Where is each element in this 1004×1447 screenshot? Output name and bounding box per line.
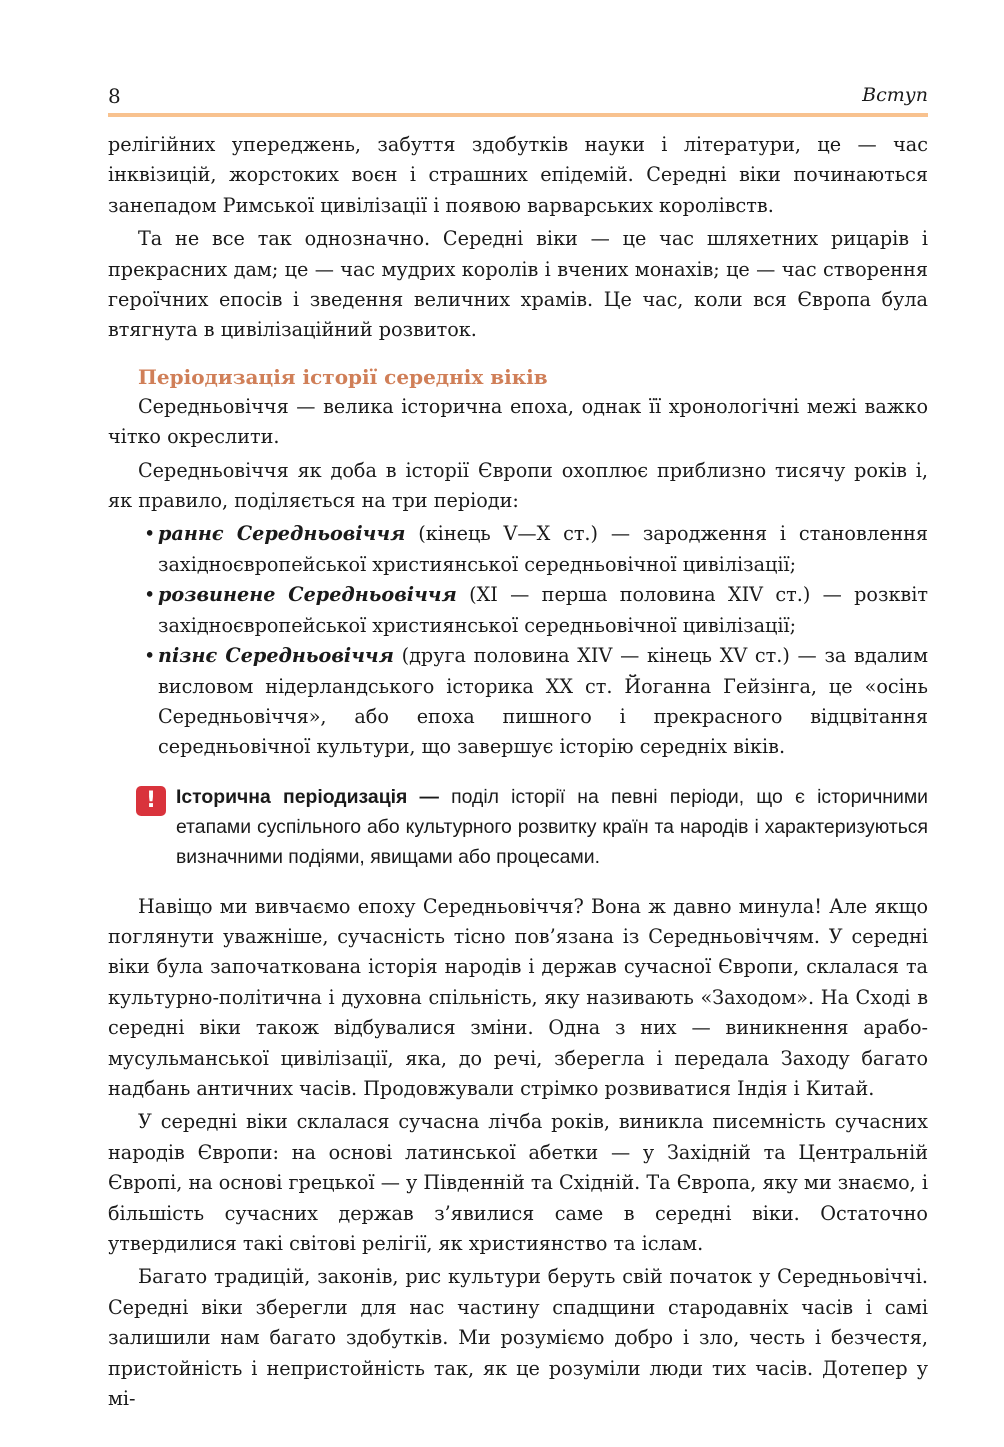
bullet-icon: • [144,644,156,668]
bullet-icon: • [144,522,156,546]
definition-body: поділ історії на певні періоди, що є історичними етапами суспільного або культурного розвитку країн та народів і характеризуються визначними подіями, явищами або процесами. [176,786,928,869]
list-item [108,580,928,641]
section-title: Вступ [862,84,928,106]
section-heading: Періодизація історії середніх віків [138,364,548,389]
period-term: раннє Середньовіччя [158,522,406,546]
page-header [108,84,928,114]
bullet-icon: • [144,583,156,607]
period-description: (XI — перша половина XIV ст.) — розквіт західноєвропейської християнської середньовічної цивілізації; [158,583,928,637]
paragraph: релігійних упереджень, забуття здобутків науки і літератури, це — час інквізицій, жорстоких воєн і страшних епідемій. Середні віки починаються занепадом Римської цивілізації і появою варварських королівств. [108,133,928,217]
paragraph: Середньовіччя — велика історична епоха, однак її хронологічні межі важко чітко окреслити. [108,394,928,449]
page-number: 8 [108,84,121,108]
paragraph: Та не все так однозначно. Середні віки — це час шляхетних рицарів і прекрасних дам; це — час мудрих королів і вчених монахів; це — час створення героїчних епосів і зведення величних храмів. Це час, коли вся Європа була втягнута в цивілізаційний розвиток. [108,227,928,342]
period-description: (друга половина XIV — кінець XV ст.) — за вдалим висловом нідерландського історика XX ст. Йоганна Гейзінга, це «осінь Середньовіччя», або епоха пишного і прекрасного відцвітання середньовічної культури, що завершує історію середніх віків. [158,644,928,759]
page-content [108,130,928,1417]
list-item [108,641,928,763]
paragraph: У середні віки склалася сучасна лічба років, виникла писемність сучасних народів Європи: на основі латинської абетки — у Західній та Центральній Європі, на основі грецької — у Південній та Східній. Та Європа, яку ми знаємо, і більшість сучасних держав з’явилися саме в середні віки. Остаточно утвердилися такі світові релігії, як християнство та іслам. [108,1110,928,1255]
exclamation-icon: ! [136,786,166,816]
definition-term: Історична періодизація — [176,786,439,809]
paragraph: Навіщо ми вивчаємо епоху Середньовіччя? Вона ж давно минула! Але якщо поглянути уважніше, сучасність тісно пов’язана із Середньовіччям. У середні віки була започаткована історія народів і держав сучасної Європи, склалася та культурно-політична і духовна спільність, яку називають «Заходом». На Сході в середні віки також відбувалися зміни. Одна з них — виникнення арабо-мусульманської цивілізації, яка, до речі, зберегла і передала Заходу багато надбань античних часів. Продовжували стрімко розвиватися Індія і Китай. [108,894,928,1100]
header-divider [108,113,928,117]
periods-list [108,519,928,762]
period-description: (кінець V—X ст.) — зародження і становлення західноєвропейської християнської середньовічної цивілізації; [158,522,929,576]
definition-box [108,782,928,872]
period-term: пізнє Середньовіччя [158,644,394,668]
list-item [108,519,928,580]
definition-text [176,782,928,872]
paragraph: Багато традицій, законів, рис культури беруть свій початок у Середньовіччі. Середні віки зберегли для нас частину спадщини стародавніх часів і самі залишили нам багато здобутків. Ми розуміємо добро і зло, честь і безчестя, пристойність і непристойність так, як це розуміли люди тих часів. Дотепер у мі- [108,1265,928,1410]
period-term: розвинене Середньовіччя [158,583,457,607]
paragraph: Середньовіччя як доба в історії Європи охоплює приблизно тисячу років і, як правило, поділяється на три періоди: [108,458,928,513]
